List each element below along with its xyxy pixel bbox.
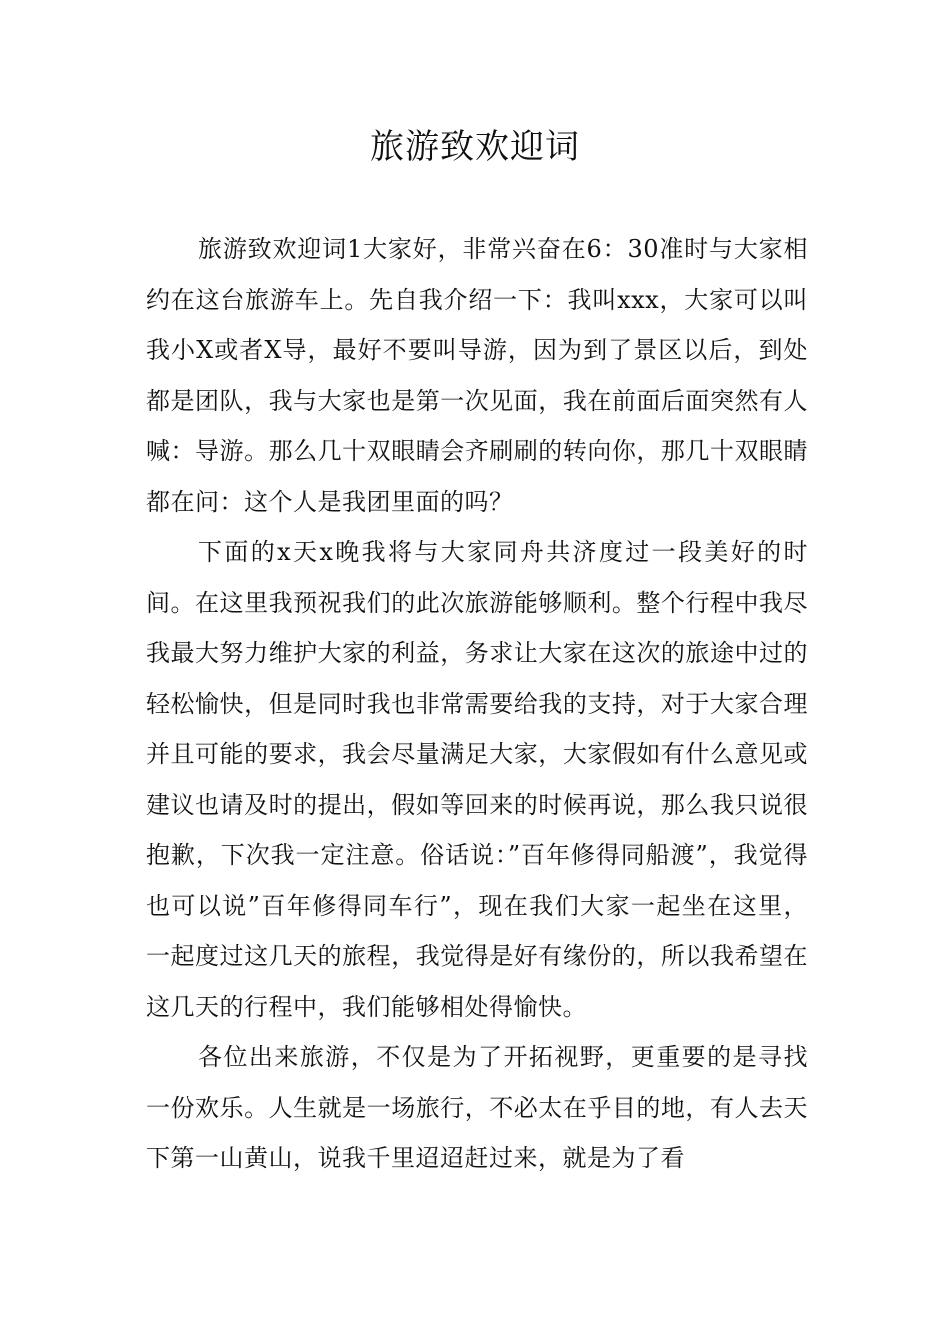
paragraph-3: 各位出来旅游，不仅是为了开拓视野，更重要的是寻找一份欢乐。人生就是一场旅行，不必太在乎目的地，有人去天下第一山黄山，说我千里迢迢赶过来，就是为了看 <box>146 1043 808 1172</box>
document-title: 旅游致欢迎词 <box>370 127 580 167</box>
paragraph-2: 下面的x天x晚我将与大家同舟共济度过一段美好的时间。在这里我预祝我们的此次旅游能够顺利。整个行程中我尽我最大努力维护大家的利益，务求让大家在这次的旅途中过的轻松愉快，但是同时我也非常需要给我的支持，对于大家合理并且可能的要求，我会尽量满足大家，大家假如有什么意见或建议也请及时的提出，假如等回来的时候再说，那么我只说很抱歉，下次我一定注意。俗话说：”百年修得同船渡”，我觉得也可以说”百年修得同车行”，现在我们大家一起坐在这里，一起度过这几天的旅程，我觉得是好有缘份的，所以我希望在这几天的行程中，我们能够相处得愉快。 <box>146 538 808 1021</box>
paragraph-1: 旅游致欢迎词1大家好，非常兴奋在6：30准时与大家相约在这台旅游车上。先自我介绍一下：我叫xxx，大家可以叫我小X或者X导，最好不要叫导游，因为到了景区以后，到处都是团队，我与大家也是第一次见面，我在前面后面突然有人喊：导游。那么几十双眼睛会齐刷刷的转向你，那几十双眼睛都在问：这个人是我团里面的吗？ <box>146 235 808 516</box>
document-body <box>146 224 808 1184</box>
